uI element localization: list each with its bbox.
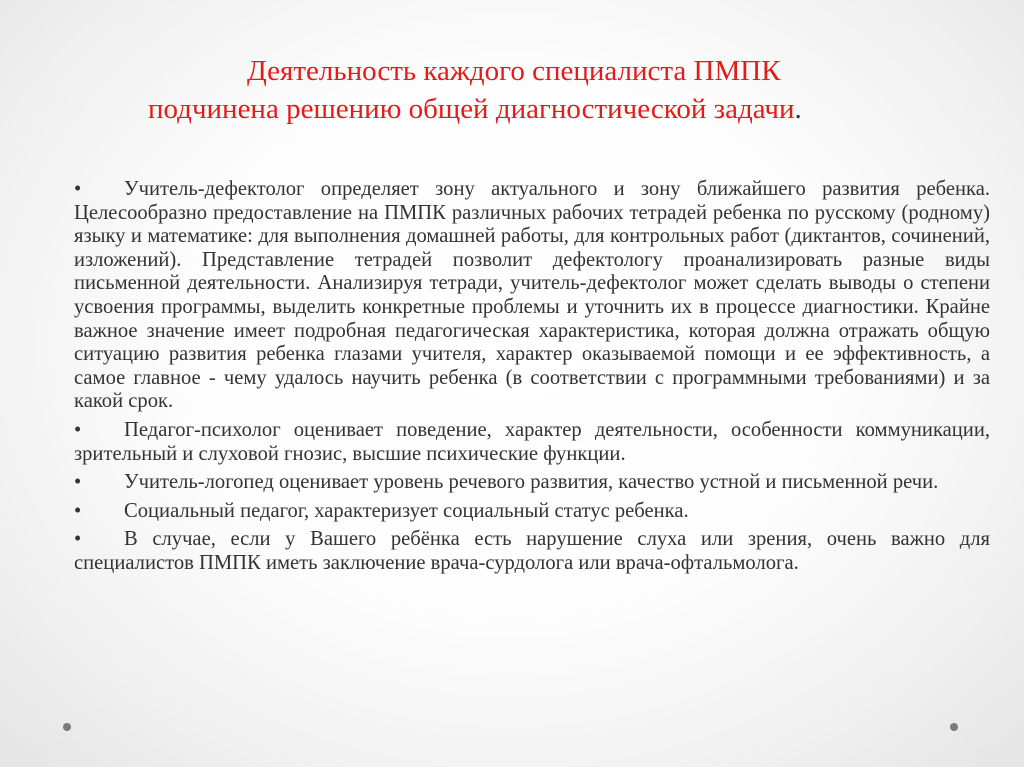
bullet-item-psychologist [74, 419, 990, 466]
title-line-2 [0, 90, 1024, 128]
bullet-marker: • [74, 178, 82, 200]
bullet-item-medical-conclusion [74, 528, 990, 575]
title-line-2-text: подчинена решению общей диагностической задачи [148, 93, 795, 125]
bullet-text: Учитель-дефектолог определяет зону актуального и зону ближайшего развития ребенка. Целесообразно предоставление на ПМПК различных рабочих тетрадей ребенка по русскому (родному) языку и математике: для выполнения домашней работы, для контрольных работ (диктантов, сочинений, изложений). Представление тетрадей позволит дефектологу проанализировать разные виды письменной деятельности. Анализируя тетради, учитель-дефектолог может сделать выводы о степени усвоения программы, выделить конкретные проблемы и уточнить их в процессе диагностики. Крайне важное значение имеет подробная педагогическая характеристика, которая должна отражать общую ситуацию развития ребенка глазами учителя, характер оказываемой помощи и ее эффективность, а самое главное - чему удалось научить ребенка (в соответствии с программными требованиями) и за какой срок. [74, 178, 990, 413]
bullet-text: Педагог-психолог оценивает поведение, характер деятельности, особенности коммуникации, зрительный и слуховой гнозис, высшие психические функции. [74, 418, 990, 465]
bullet-marker: • [74, 499, 82, 522]
bullet-item-speech-therapist [74, 471, 990, 495]
title-end-mark: . [794, 93, 802, 125]
slide-title [0, 52, 1024, 128]
bullet-marker: • [74, 418, 82, 441]
bullet-text: Социальный педагог, характеризует социальный статус ребенка. [124, 499, 689, 522]
bullet-item-social-pedagogue [74, 500, 990, 524]
title-line-1: Деятельность каждого специалиста ПМПК [247, 55, 781, 87]
bullet-marker: • [74, 528, 82, 551]
decorative-dot-right [950, 723, 958, 731]
decorative-dot-left [63, 723, 71, 731]
bullet-marker: • [74, 471, 82, 494]
bullet-list [74, 178, 990, 581]
bullet-text: В случае, если у Вашего ребёнка есть нарушение слуха или зрения, очень важно для специалистов ПМПК иметь заключение врача-сурдолога или врача-офтальмолога. [74, 528, 990, 574]
bullet-item-defectologist [74, 178, 990, 414]
bullet-text: Учитель-логопед оценивает уровень речевого развития, качество устной и письменной речи. [124, 471, 939, 494]
